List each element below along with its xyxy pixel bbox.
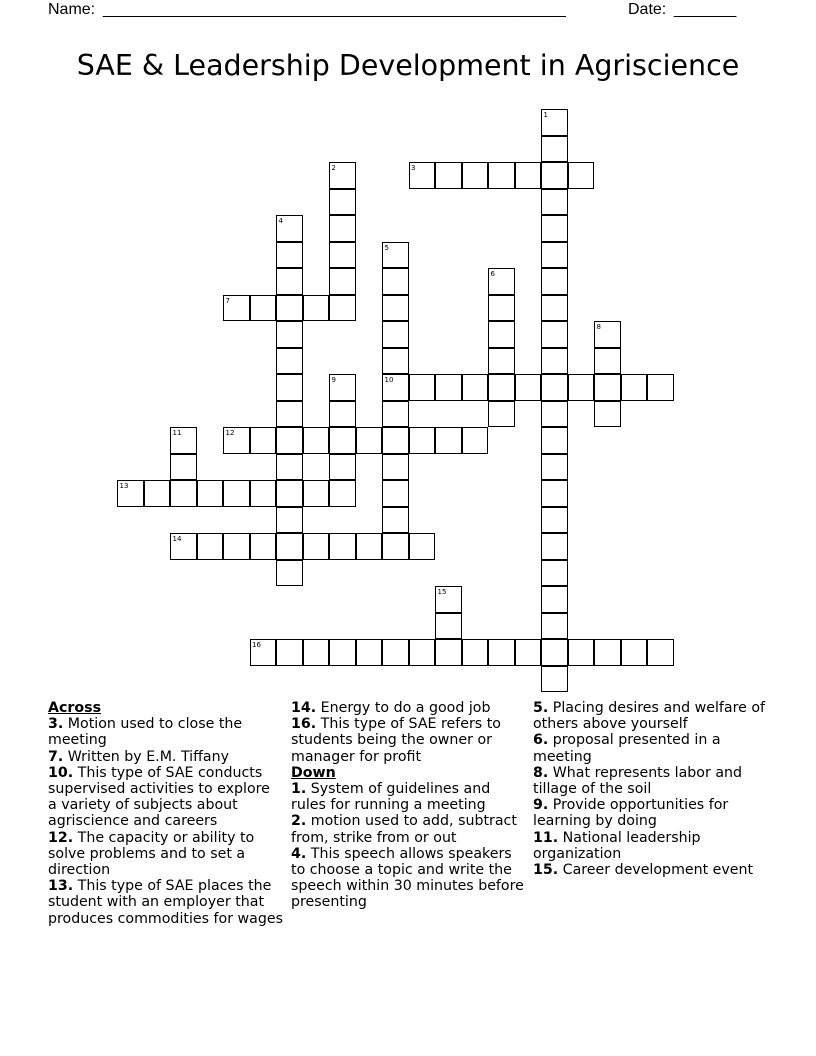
clue-across-item: [48, 878, 283, 927]
crossword-cell[interactable]: [647, 374, 674, 401]
crossword-cell[interactable]: [276, 295, 303, 322]
crossword-cell[interactable]: [223, 533, 250, 560]
clue-across-item: [48, 716, 283, 748]
crossword-cell[interactable]: [462, 639, 489, 666]
crossword-cell[interactable]: [541, 613, 568, 640]
crossword-cell[interactable]: [541, 321, 568, 348]
crossword-cell[interactable]: [541, 533, 568, 560]
name-blank: ____________________________________________________: [103, 1, 566, 18]
clue-column-1: [48, 700, 283, 927]
crossword-cell[interactable]: [329, 480, 356, 507]
crossword-cell[interactable]: [409, 374, 436, 401]
crossword-cell[interactable]: [541, 348, 568, 375]
cell-number: 4: [278, 217, 283, 225]
clue-text: This type of SAE refers to students being the owner or manager for profit: [291, 716, 501, 765]
crossword-cell[interactable]: [621, 374, 648, 401]
clue-text: National leadership organization: [533, 829, 701, 862]
crossword-cell[interactable]: [541, 480, 568, 507]
clue-text: This type of SAE places the student with an employer that produces commodities for wages: [48, 878, 283, 927]
crossword-cell[interactable]: [144, 480, 171, 507]
crossword-cell[interactable]: [541, 215, 568, 242]
clue-down-item: [533, 862, 768, 878]
crossword-cell[interactable]: [488, 348, 515, 375]
crossword-cell[interactable]: [435, 427, 462, 454]
crossword-cell[interactable]: [435, 613, 462, 640]
cell-number: 5: [384, 243, 389, 252]
cell-number: 14: [172, 535, 182, 543]
crossword-cell[interactable]: [276, 321, 303, 348]
crossword-cell[interactable]: [276, 348, 303, 375]
crossword-cell[interactable]: [409, 639, 436, 666]
crossword-cell[interactable]: [170, 480, 197, 507]
crossword-cell[interactable]: [435, 639, 462, 666]
clue-number: 3.: [48, 716, 64, 733]
clue-number: 6.: [533, 732, 549, 749]
cell-number: 8: [596, 323, 601, 331]
crossword-cell[interactable]: [329, 401, 356, 428]
crossword-cell[interactable]: [594, 374, 621, 401]
clue-text: Provide opportunities for learning by doing: [533, 797, 729, 830]
across-heading: Across: [48, 700, 102, 716]
crossword-cell[interactable]: [276, 639, 303, 666]
crossword-cell[interactable]: [276, 427, 303, 454]
crossword-cell[interactable]: [488, 401, 515, 428]
crossword-cell[interactable]: [594, 401, 621, 428]
crossword-cell[interactable]: [382, 639, 409, 666]
crossword-cell[interactable]: [329, 242, 356, 269]
crossword-cell[interactable]: [329, 427, 356, 454]
clue-number: 13.: [48, 878, 74, 895]
crossword-cell[interactable]: [541, 639, 568, 666]
cell-number: 13: [119, 482, 129, 490]
crossword-cell[interactable]: [541, 427, 568, 454]
crossword-cell[interactable]: [488, 295, 515, 322]
crossword-cell[interactable]: [594, 348, 621, 375]
clue-text: The capacity or ability to solve problems and to set a direction: [48, 829, 255, 879]
crossword-cell[interactable]: [170, 454, 197, 481]
crossword-cell[interactable]: [356, 533, 383, 560]
crossword-cell[interactable]: [488, 374, 515, 401]
crossword-cell[interactable]: [197, 533, 224, 560]
clue-down-item: [291, 781, 526, 813]
clue-text: Written by E.M. Tiffany: [67, 748, 229, 765]
crossword-cell[interactable]: [541, 401, 568, 428]
crossword-cell[interactable]: [409, 533, 436, 560]
cell-number: 15: [437, 588, 447, 596]
crossword-cell[interactable]: [250, 295, 277, 322]
crossword-cell[interactable]: [382, 348, 409, 375]
clue-text: Career development event: [562, 862, 754, 879]
clue-down-item: [533, 732, 768, 764]
cell-number: 10: [384, 376, 394, 384]
crossword-cell[interactable]: [568, 374, 595, 401]
crossword-cell[interactable]: [276, 242, 303, 269]
clue-text: motion used to add, subtract from, strike from or out: [291, 813, 517, 846]
cell-number: 2: [331, 164, 336, 172]
down-heading: Down: [291, 764, 336, 781]
clue-text: Placing desires and welfare of others above yourself: [533, 700, 766, 733]
clue-column-3: [533, 700, 768, 878]
cell-number: 9: [331, 376, 336, 384]
cell-number: 3: [411, 164, 416, 172]
crossword-cell[interactable]: [329, 454, 356, 481]
crossword-cell[interactable]: [541, 454, 568, 481]
clue-number: 14.: [291, 700, 317, 716]
clue-text: Energy to do a good job: [320, 700, 491, 716]
clue-column-2: [291, 700, 526, 911]
cell-number: 7: [225, 296, 230, 305]
clue-across-item: [48, 830, 283, 879]
crossword-cell[interactable]: [594, 639, 621, 666]
crossword-cell[interactable]: [541, 162, 568, 189]
clue-down-item: [291, 846, 526, 911]
crossword-cell[interactable]: [276, 507, 303, 534]
clue-across-item: [48, 765, 283, 830]
clue-down-item: [533, 797, 768, 829]
crossword-cell[interactable]: [515, 374, 542, 401]
crossword-cell[interactable]: [541, 586, 568, 613]
crossword-cell[interactable]: [197, 480, 224, 507]
crossword-cell[interactable]: [382, 401, 409, 428]
clue-number: 11.: [533, 829, 559, 846]
crossword-cell[interactable]: [329, 295, 356, 322]
crossword-cell[interactable]: [382, 533, 409, 560]
crossword-cell[interactable]: [303, 295, 330, 322]
clue-number: 10.: [48, 764, 74, 781]
cell-number: 1: [543, 111, 548, 119]
crossword-cell[interactable]: [541, 560, 568, 587]
clue-number: 9.: [533, 797, 549, 814]
crossword-cell[interactable]: [276, 533, 303, 560]
crossword-cell[interactable]: [541, 242, 568, 269]
crossword-cell[interactable]: [329, 215, 356, 242]
crossword-cell[interactable]: [382, 480, 409, 507]
crossword-cell[interactable]: [223, 480, 250, 507]
cell-number: 12: [225, 429, 235, 437]
crossword-cell[interactable]: [382, 295, 409, 322]
crossword-cell[interactable]: [356, 639, 383, 666]
crossword-cell[interactable]: [250, 427, 277, 454]
crossword-cell[interactable]: [488, 639, 515, 666]
crossword-cell[interactable]: [276, 480, 303, 507]
clue-down-item: [533, 765, 768, 797]
crossword-cell[interactable]: [276, 401, 303, 428]
crossword-cell[interactable]: [541, 268, 568, 295]
crossword-cell[interactable]: [303, 427, 330, 454]
crossword-cell[interactable]: [541, 374, 568, 401]
crossword-cell[interactable]: [435, 374, 462, 401]
crossword-cell[interactable]: [541, 666, 568, 693]
clue-across-item: [48, 749, 283, 765]
crossword-cell[interactable]: [276, 560, 303, 587]
crossword-cell[interactable]: [621, 639, 648, 666]
cell-number: 11: [172, 429, 182, 437]
date-blank: _______: [674, 1, 737, 18]
crossword-cell[interactable]: [250, 533, 277, 560]
crossword-cell[interactable]: [568, 639, 595, 666]
crossword-cell[interactable]: [382, 427, 409, 454]
crossword-cell[interactable]: [647, 639, 674, 666]
crossword-cell[interactable]: [356, 427, 383, 454]
crossword-cell[interactable]: [515, 162, 542, 189]
crossword-cell[interactable]: [303, 480, 330, 507]
crossword-cell[interactable]: [541, 189, 568, 216]
clue-text: proposal presented in a meeting: [533, 732, 721, 765]
crossword-cell[interactable]: [409, 427, 436, 454]
clue-number: 8.: [533, 764, 549, 781]
clue-number: 16.: [291, 716, 317, 733]
clue-across-item: [291, 716, 526, 765]
crossword-cell[interactable]: [541, 136, 568, 163]
crossword-cell[interactable]: [329, 268, 356, 295]
crossword-cell[interactable]: [329, 533, 356, 560]
crossword-cell[interactable]: [303, 533, 330, 560]
crossword-cell[interactable]: [303, 639, 330, 666]
crossword-cell[interactable]: [276, 268, 303, 295]
crossword-cell[interactable]: [515, 639, 542, 666]
crossword-cell[interactable]: [462, 427, 489, 454]
crossword-cell[interactable]: [462, 162, 489, 189]
crossword-cell[interactable]: [488, 162, 515, 189]
crossword-cell[interactable]: [568, 162, 595, 189]
crossword-cell[interactable]: [541, 507, 568, 534]
clue-number: 4.: [291, 845, 307, 862]
crossword-cell[interactable]: [541, 295, 568, 322]
clue-number: 12.: [48, 829, 74, 846]
clue-number: 15.: [533, 862, 559, 879]
clue-number: 5.: [533, 700, 549, 716]
clue-text: Motion used to close the meeting: [48, 716, 243, 749]
crossword-cell[interactable]: [329, 639, 356, 666]
crossword-cell[interactable]: [435, 162, 462, 189]
clue-number: 1.: [291, 781, 307, 798]
clue-across-item: [291, 700, 526, 716]
crossword-cell[interactable]: [250, 480, 277, 507]
crossword-cell[interactable]: [462, 374, 489, 401]
clue-number: 7.: [48, 748, 64, 765]
puzzle-title: SAE & Leadership Development in Agriscience: [76, 49, 740, 82]
clue-down-item: [533, 700, 768, 732]
crossword-cell[interactable]: [488, 321, 515, 348]
clue-text: What represents labor and tillage of the soil: [533, 764, 743, 798]
clue-down-item: [533, 830, 768, 862]
clue-text: This speech allows speakers to choose a topic and write the speech within 30 minutes before presenting: [291, 845, 524, 911]
crossword-cell[interactable]: [382, 507, 409, 534]
date-label: Date:: [628, 1, 667, 18]
crossword-cell[interactable]: [276, 454, 303, 481]
clue-down-item: [291, 813, 526, 845]
clue-text: This type of SAE conducts supervised activities to explore a variety of subjects about agriscience and careers: [48, 764, 270, 830]
name-label: Name:: [48, 1, 96, 18]
crossword-cell[interactable]: [382, 454, 409, 481]
clue-text: System of guidelines and rules for running a meeting: [291, 781, 491, 814]
crossword-cell[interactable]: [276, 374, 303, 401]
crossword-cell[interactable]: [329, 189, 356, 216]
cell-number: 16: [252, 641, 261, 649]
crossword-cell[interactable]: [382, 321, 409, 348]
crossword-cell[interactable]: [382, 268, 409, 295]
cell-number: 6: [490, 270, 495, 278]
clue-number: 2.: [291, 813, 307, 830]
